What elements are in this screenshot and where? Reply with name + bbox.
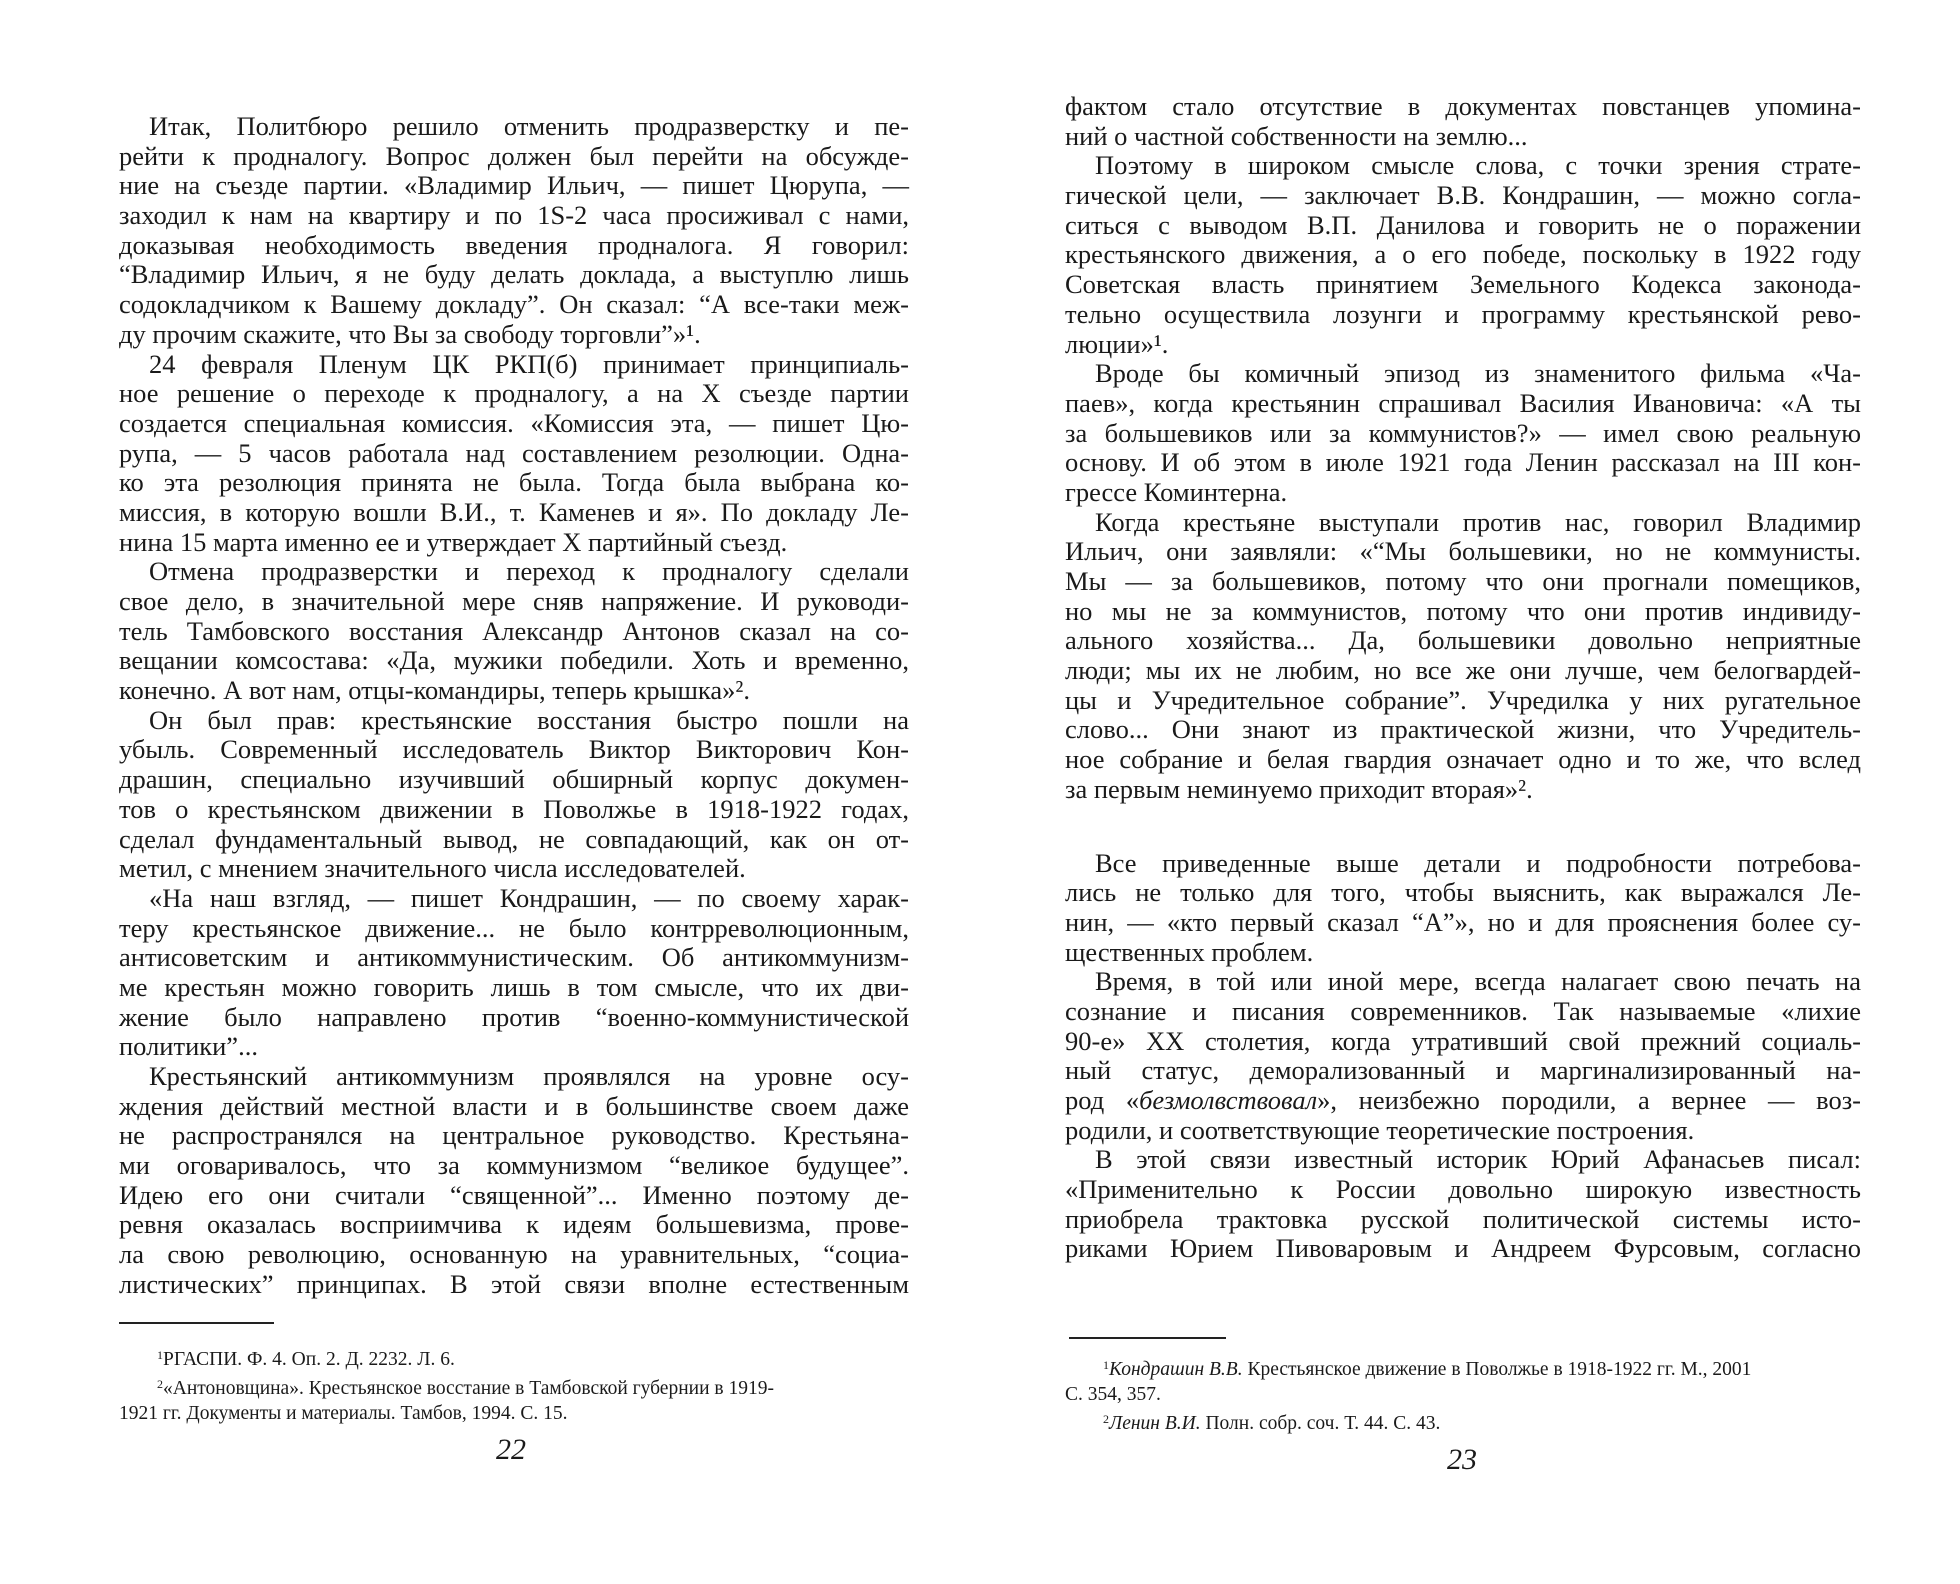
text-line: Мы — за большевиков, потому что они прогнали помещиков, [1065, 566, 1861, 596]
footnote-number: 1 [1103, 1358, 1109, 1372]
text-line: фактом стало отсутствие в документах повстанцев упомина- [1065, 91, 1861, 121]
text-line: Идею его они считали “священной”... Именно поэтому де- [119, 1179, 909, 1210]
text-line: ального хозяйства... Да, большевики довольно неприятные [1065, 625, 1861, 656]
text-line: конечно. А вот нам, отцы-командиры, теперь крышка»². [119, 675, 750, 706]
text-segment: род « [1065, 1085, 1140, 1115]
text-line: Крестьянский антикоммунизм проявлялся на уровне осу- [149, 1061, 909, 1091]
text-line: содокладчиком к Вашему докладу”. Он сказал: “А все-таки меж- [119, 289, 909, 320]
text-line: «Применительно к России довольно широкую известность [1065, 1174, 1861, 1205]
text-line: основу. И об этом в июле 1921 года Ленин рассказал на III кон- [1065, 447, 1861, 478]
text-line: за первым неминуемо приходит вторая»². [1065, 773, 1533, 804]
emphasized-word: безмолвствовал [1139, 1085, 1318, 1115]
page-number: 22 [496, 1433, 526, 1466]
text-line: Поэтому в широком смысле слова, с точки зрения страте- [1095, 150, 1861, 181]
footnote-continuation: 1921 гг. Документы и материалы. Тамбов, 1994. С. 15. [119, 1403, 568, 1424]
text-line: ситься с выводом В.П. Данилова и говорить не о поражении [1065, 209, 1861, 240]
text-line: не распространялся на центральное руководство. Крестьяна- [119, 1120, 909, 1151]
text-line: ние на съезде партии. «Владимир Ильич, — пишет Цюрупа, — [119, 170, 909, 201]
left-page-body-text [119, 112, 909, 1300]
text-line [1065, 805, 1861, 849]
page-number: 23 [1447, 1443, 1477, 1476]
left-footnotes [119, 1343, 909, 1426]
text-line: рупа, — 5 часов работала над составлением резолюции. Одна- [119, 437, 909, 468]
text-line: рейти к продналогу. Вопрос должен был перейти на обсужде- [119, 140, 909, 171]
text-line: политики”... [119, 1031, 258, 1062]
text-line: ний о частной собственности на землю... [1065, 120, 1528, 151]
text-line: метил, с мнением значительного числа исследователей. [119, 853, 746, 884]
text-line: тель Тамбовского восстания Александр Антонов сказал на со- [119, 615, 909, 646]
footnote-continuation: С. 354, 357. [1065, 1384, 1161, 1405]
text-line: Он был прав: крестьянские восстания быстро пошли на [149, 704, 909, 735]
text-line: слово... Они знают из практической жизни, что Учредитель- [1065, 714, 1861, 745]
text-line: нин, — «кто первый сказал “А”», но и для прояснения более су- [1065, 906, 1861, 937]
right-page-body-text [1065, 92, 1861, 1264]
text-line: родили, и соответствующие теоретические построения. [1065, 1114, 1695, 1145]
text-line: Вроде бы комичный эпизод из знаменитого фильма «Ча- [1095, 358, 1861, 389]
text-line: создается специальная комиссия. «Комиссия эта, — пишет Цю- [119, 407, 909, 438]
footnote [119, 1343, 909, 1372]
text-line: Советская власть принятием Земельного Кодекса законода- [1065, 269, 1861, 300]
text-line: ме крестьян можно говорить лишь в том смысле, что их дви- [119, 971, 909, 1002]
footnote-number: 1 [157, 1348, 163, 1362]
footnote-number: 2 [1103, 1412, 1109, 1426]
text-line: грессе Коминтерна. [1065, 476, 1288, 507]
text-line: крестьянского движения, а о его победе, поскольку в 1922 году [1065, 239, 1861, 270]
text-line: Все приведенные выше детали и подробности потребова- [1095, 847, 1861, 878]
text-line: доказывая необходимость введения продналога. Я говорил: [119, 229, 909, 260]
text-line: Когда крестьяне выступали против нас, говорил Владимир [1095, 506, 1861, 537]
text-line: жение было направлено против “военно-коммунистической [119, 1001, 909, 1032]
footnote [1065, 1353, 1865, 1382]
footnote-separator [1069, 1337, 1226, 1339]
text-line: В этой связи известный историк Юрий Афанасьев писал: [1095, 1144, 1861, 1175]
text-line: щественных проблем. [1065, 936, 1314, 967]
text-line: но мы не за коммунистов, потому что они против индивиду- [1065, 595, 1861, 626]
text-line: ное решение о переходе к продналогу, а на X съезде партии [119, 378, 909, 409]
text-line: Итак, Политбюро решило отменить продразверстку и пе- [149, 111, 909, 141]
text-line: листических” принципах. В этой связи вполне естественным [119, 1268, 909, 1299]
footnote [1065, 1407, 1865, 1436]
text-line: ное собрание и белая гвардия означает одно и то же, что вслед [1065, 744, 1861, 775]
text-line: цы и Учредительное собрание”. Учредилка у них ругательное [1065, 684, 1861, 715]
text-line: ждения действий местной власти и в большинстве своем даже [119, 1090, 909, 1121]
text-line: лись не только для того, чтобы выяснить, как выражался Ле- [1065, 877, 1861, 908]
text-line: ми оговаривалось, что за коммунизмом “великое будущее”. [119, 1150, 909, 1181]
text-line: свое дело, в значительной мере сняв напряжение. И руководи- [119, 586, 909, 616]
text-line: “Владимир Ильич, я не буду делать доклада, а выступлю лишь [119, 259, 909, 290]
text-line: теру крестьянское движение... не было контрреволюционным, [119, 912, 909, 943]
text-line: Время, в той или иной мере, всегда налагает свою печать на [1095, 966, 1861, 997]
text-line: «На наш взгляд, — пишет Кондрашин, — по своему харак- [149, 882, 909, 913]
text-line: паев», когда крестьянин спрашивал Василия Ивановича: «А ты [1065, 387, 1861, 418]
right-footnotes [1065, 1353, 1865, 1436]
text-line: ко эта резолюция принята не была. Тогда была выбрана ко- [119, 467, 909, 498]
text-line: люции»¹. [1065, 328, 1169, 359]
footnote-text: РГАСПИ. Ф. 4. Оп. 2. Д. 2232. Л. 6. [163, 1349, 455, 1370]
text-line: Отмена продразверстки и переход к продналогу сделали [149, 556, 909, 587]
text-line: тельно осуществила лозунги и программу крестьянской рево- [1065, 298, 1861, 329]
text-line: нина 15 марта именно ее и утверждает X партийный съезд. [119, 526, 788, 557]
text-line: гической цели, — заключает В.В. Кондрашин, — можно согла- [1065, 180, 1861, 211]
footnote [119, 1372, 909, 1401]
text-line: миссия, в которую вошли В.И., т. Каменев и я». По докладу Ле- [119, 496, 909, 527]
text-line: люди; мы их не любим, но все же они лучше, чем белогвардей- [1065, 655, 1861, 686]
footnote-separator [119, 1322, 274, 1324]
footnote-text: «Антоновщина». Крестьянское восстание в Тамбовской губернии в 1919- [163, 1378, 774, 1399]
text-line: драшин, специально изучивший обширный корпус докумен- [119, 764, 909, 795]
footnote-author: Кондрашин В.В. [1109, 1359, 1243, 1380]
text-line: заходил к нам на квартиру и по 1S-2 часа просиживал с нами, [119, 200, 909, 231]
text-line: Ильич, они заявляли: «“Мы большевики, но не коммунисты. [1065, 536, 1861, 567]
text-line: ла свою революцию, основанную на уравнительных, “социа- [119, 1239, 909, 1270]
text-line: 24 февраля Пленум ЦК РКП(б) принимает принципиаль- [149, 348, 909, 379]
footnote-author: Ленин В.И. [1109, 1413, 1201, 1434]
footnote-number: 2 [157, 1377, 163, 1391]
text-line: сделал фундаментальный вывод, не совпадающий, как он от- [119, 823, 909, 854]
text-line [1065, 1086, 1861, 1116]
text-line: ревня оказалась восприимчива к идеям большевизма, прове- [119, 1209, 909, 1240]
text-line: тов о крестьянском движении в Поволжье в 1918-1922 годах, [119, 793, 909, 824]
footnote-text: Крестьянское движение в Поволжье в 1918-1922 гг. М., 2001 [1242, 1359, 1752, 1380]
text-line: ду прочим скажите, что Вы за свободу торговли”»¹. [119, 318, 701, 349]
text-line: ный статус, деморализованный и маргинализированный на- [1065, 1055, 1861, 1086]
footnote-text: Полн. собр. соч. Т. 44. С. 43. [1200, 1413, 1441, 1434]
text-line: риками Юрием Пивоваровым и Андреем Фурсовым, согласно [1065, 1233, 1861, 1264]
text-line: вещании комсостава: «Да, мужики победили. Хоть и временно, [119, 645, 909, 676]
text-segment: », неизбежно породили, а вернее — воз- [1317, 1085, 1861, 1115]
text-line: за большевиков или за коммунистов?» — имел свою реальную [1065, 417, 1861, 448]
text-line: сознание и писания современников. Так называемые «лихие [1065, 995, 1861, 1026]
text-line: антисоветским и антикоммунистическим. Об антикоммунизм- [119, 942, 909, 973]
text-line: убыль. Современный исследователь Виктор Викторович Кон- [119, 734, 909, 765]
text-line: 90-е» XX столетия, когда утративший свой прежний социаль- [1065, 1025, 1861, 1056]
text-line: приобрела трактовка русской политической системы исто- [1065, 1203, 1861, 1234]
